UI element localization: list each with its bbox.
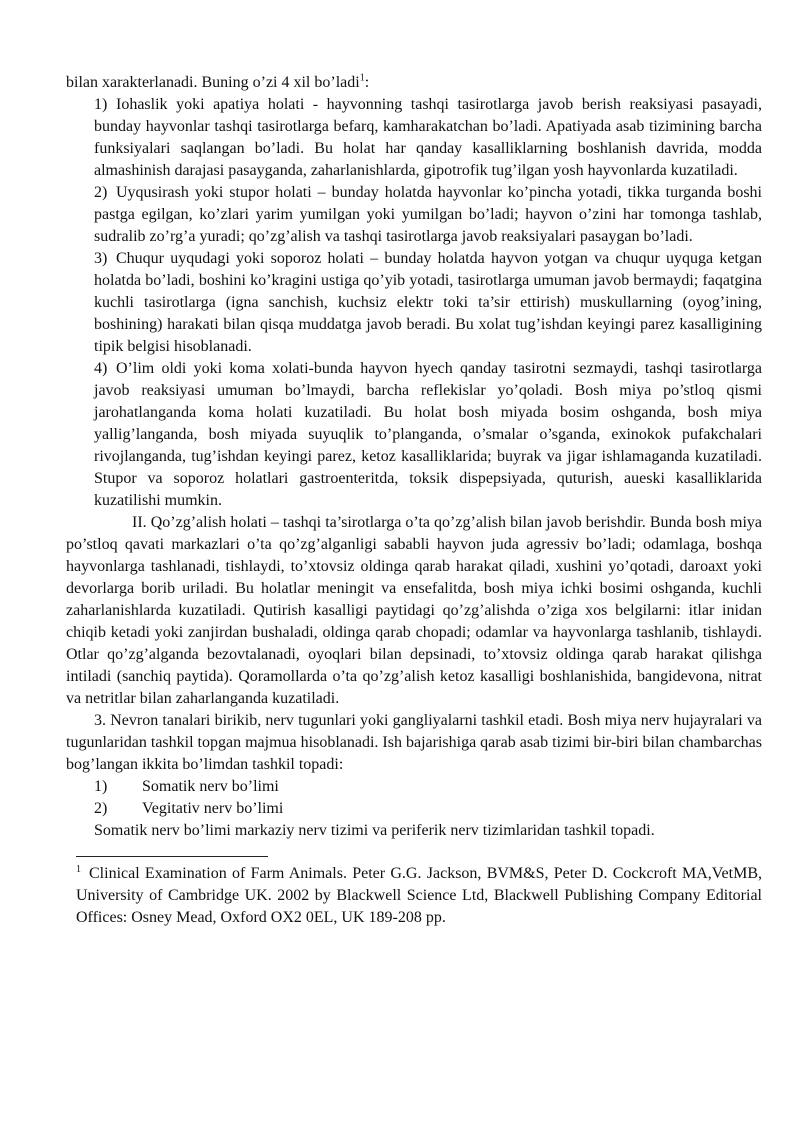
list-number: 4) [94,360,108,377]
list-item-text: O’lim oldi yoki koma xolati-bunda hayvon hyech qanday tasirotni sezmaydi, tashqi tasirotlarga javob reaksiyasi umuman bo’lmaydi, barcha reflekislar yo’qoladi. Bosh miya po’stloq qismi jarohatlanganda koma holati kuzatiladi. Bu holat bosh miyada bosim oshganda, bosh miya yallig’langanda, bosh miyada suyuqlik to’planganda, o’smalar o’sganda, exinokok pufakchalari rivojlanganda, tug’ishdan keyingi parez, ketoz kasalliklarida; buyrak va jigar ishlamaganda kuzatiladi. Stupor va soporoz holatlari gastroenteritda, toksik dispepsiyada, quturish, aueski kasalliklarida kuzatilishi mumkin. [94,360,762,509]
list-number: 2) [94,184,108,201]
list-item-sopor [66,248,762,358]
list-number: 2) [94,800,108,817]
list-item-stupor [66,182,762,248]
list-item-text: Somatik nerv bo’limi [142,778,279,795]
section-nervous-system: 3. Nevron tanalari birikib, nerv tugunlari yoki gangliyalarni tashkil etadi. Bosh miya nerv hujayralari va tugunlaridan tashkil topgan majmua hisoblanadi. Ish bajarishiga qarab asab tizimi bir-biri bilan chambarchas bog’langan ikkita bo’limdan tashkil topadi: [66,712,762,773]
list-number: 3) [94,250,108,267]
intro-line [66,72,762,94]
list-item-vegetative [66,798,762,820]
footnote [76,863,762,929]
list-number: 1) [94,96,108,113]
list-item-text: Chuqur uyqudagi yoki soporoz holati – bunday holatda hayvon yotgan va chuqur uyquga ketgan holatda bo’ladi, boshini ko’kragini ustiga qo’yib yotadi, tasirotlarga umuman javob bermaydi; faqatgina kuchli tasirotlarga (igna sanchish, kuchsiz elektr toki ta’sir ettirish) muskullarning (oyog’ining, boshining) harakati bilan qisqa muddatga javob beradi. Bu xolat tug’ishdan keyingi parez kasalligining tipik belgisi hisoblanadi. [94,250,762,355]
footnote-marker: 1 [76,863,81,875]
footnote-reference: 1 [359,72,365,84]
footnote-separator [76,856,268,857]
list-item-coma [66,358,762,512]
list-item-text: Iohaslik yoki apatiya holati - hayvonning tashqi tasirotlarga javob berish reaksiyasi pasayadi, bunday hayvonlar tashqi tasirotlarga befarq, kamharakatchan bo’ladi. Apatiyada asab tizimining barcha funksiyalari saqlangan bo’ladi. Bu holat har qanday kasalliklarning boshlanish davrida, modda almashinish darajasi pasayganda, zaharlanishlarda, gipotrofik tug’ilgan yosh hayvonlarda kuzatiladi. [94,96,762,179]
intro-colon: : [364,74,370,91]
section-excitation: II. Qo’zg’alish holati – tashqi ta’sirotlarga o’ta qo’zg’alish bilan javob berishdir. Bunda bosh miya po’stloq qavati markazlari o’ta qo’zg’alganligi sababli hayvon juda agressiv bo’ladi; odamlaga, boshqa hayvonlarga tashlanadi, tishlaydi, to’xtovsiz oldinga qarab harakat qiladi, xushini yo’qotadi, daroaxt yoki devorlarga borib uriladi. Bu holatlar meningit va ensefalitda, bosh miya ichki bosimi oshganda, kuchli zaharlanishlarda kuzatiladi. Qutirish kasalligi paytidagi qo’zg’alishda o’ziga xos belgilarni: itlar inidan chiqib ketadi yoki zanjirdan bushaladi, oldinga qarab chopadi; odamlar va hayvonlarga tashlanib, tishlaydi. Otlar qo’zg’alganda bezovtalanadi, oyoqlari bilan depsinadi, to’xtovsiz oldinga qarab harakat qilishga intiladi (sanchiq paytida). Qoramollarda o’ta qo’zg’alish ketoz kasalligi boshlanishida, bangidevona, nitrat va netritlar bilan zaharlanganda kuzatiladi. [66,514,762,707]
list-item-somatic [66,776,762,798]
list-item-text: Uyqusirash yoki stupor holati – bunday holatda hayvonlar ko’pincha yotadi, tikka turganda boshi pastga egilgan, ko’zlari yarim yumilgan yoki yumilgan bo’ladi; hayvon o’zini har tomonga tashlab, sudralib zo’rg’a yuradi; qo’zg’alish va tashqi tasirotlarga javob reaksiyalari pasaygan bo’ladi. [94,184,762,245]
list-number: 1) [94,778,108,795]
list-item-text: Vegitativ nerv bo’limi [142,800,284,817]
closing-paragraph: Somatik nerv bo’limi markaziy nerv tizimi va periferik nerv tizimlaridan tashkil topadi. [94,822,655,839]
footnote-text: Clinical Examination of Farm Animals. Peter G.G. Jackson, BVM&S, Peter D. Cockcroft MA,VetMB, University of Cambridge UK. 2002 by Blackwell Science Ltd, Blackwell Publishing Company Editorial Offices: Osney Mead, Oxford OX2 0EL, UK 189-208 pp. [76,865,762,926]
document-page [66,72,762,929]
list-item-apathy [66,94,762,182]
intro-text: bilan xarakterlanadi. Buning o’zi 4 xil bo’ladi [66,74,360,91]
